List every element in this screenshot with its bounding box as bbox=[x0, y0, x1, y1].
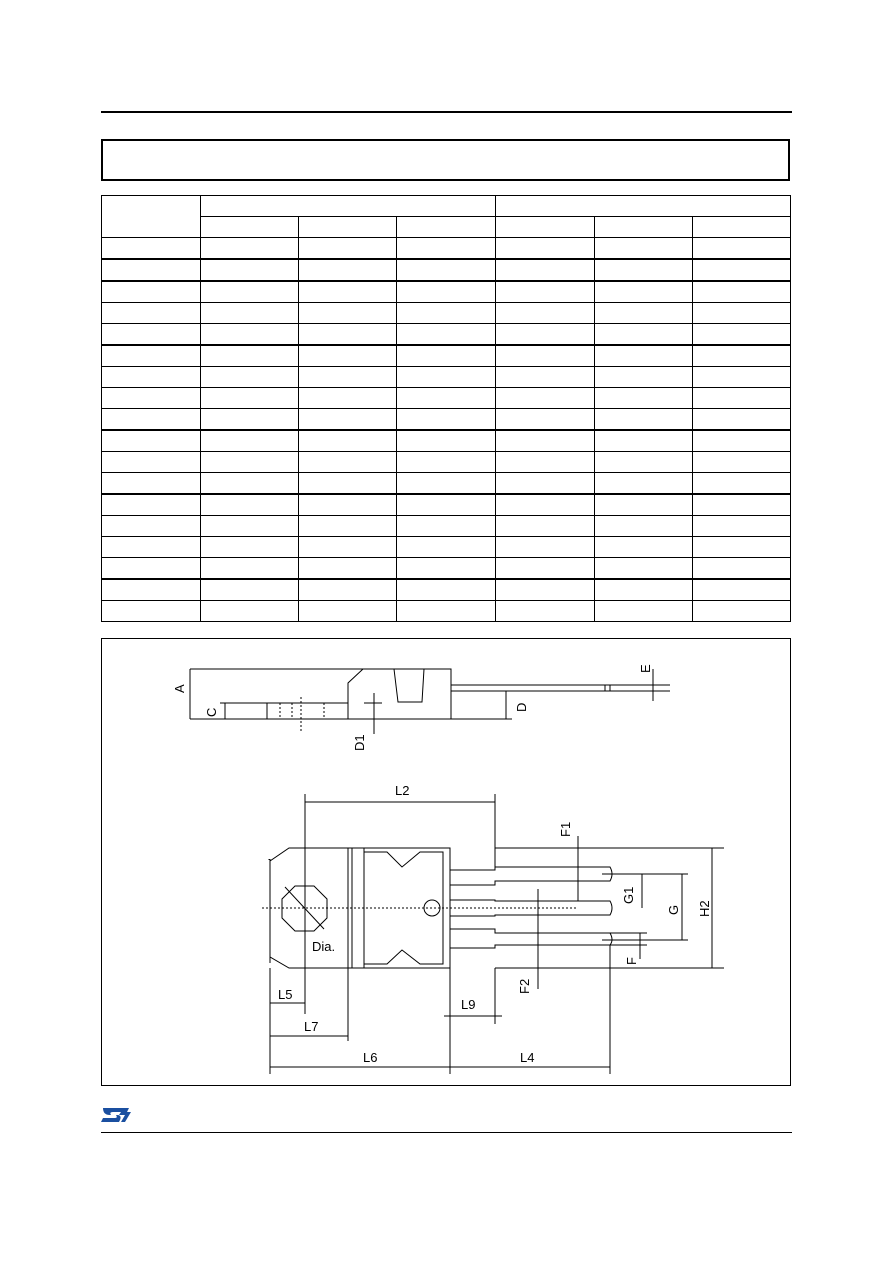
table-cell bbox=[102, 473, 201, 495]
table-subheader bbox=[397, 217, 495, 238]
table-cell bbox=[102, 367, 201, 388]
table-cell bbox=[692, 259, 790, 281]
table-cell bbox=[397, 558, 495, 580]
table-cell bbox=[594, 430, 692, 452]
table-cell bbox=[495, 388, 594, 409]
table-cell bbox=[397, 601, 495, 622]
table-row bbox=[102, 537, 791, 558]
table-cell bbox=[201, 345, 299, 367]
side-view-body bbox=[348, 669, 451, 719]
table-cell bbox=[201, 558, 299, 580]
table-cell bbox=[102, 601, 201, 622]
table-subheader bbox=[692, 217, 790, 238]
table-row bbox=[102, 409, 791, 431]
side-view-tab bbox=[267, 703, 348, 719]
table-cell bbox=[299, 516, 397, 537]
label-E: E bbox=[638, 664, 653, 673]
table-cell bbox=[299, 452, 397, 473]
label-F2: F2 bbox=[517, 978, 532, 994]
label-L9: L9 bbox=[461, 997, 476, 1012]
table-cell bbox=[201, 579, 299, 601]
label-L4: L4 bbox=[520, 1050, 535, 1065]
table-cell bbox=[201, 430, 299, 452]
lead-1 bbox=[450, 867, 612, 885]
footer-rule bbox=[101, 1132, 792, 1133]
table-cell bbox=[102, 388, 201, 409]
table-cell bbox=[495, 558, 594, 580]
table-cell bbox=[594, 281, 692, 303]
table-cell bbox=[299, 409, 397, 431]
label-G1: G1 bbox=[621, 886, 636, 904]
table-cell bbox=[495, 537, 594, 558]
table-cell bbox=[594, 388, 692, 409]
table-cell bbox=[495, 430, 594, 452]
table-header-group-row bbox=[102, 196, 791, 217]
table-cell bbox=[594, 537, 692, 558]
table-cell bbox=[495, 601, 594, 622]
label-D: D bbox=[514, 702, 529, 712]
table-cell bbox=[495, 494, 594, 516]
table-cell bbox=[102, 516, 201, 537]
label-Dia: Dia. bbox=[312, 939, 336, 954]
table-cell bbox=[201, 409, 299, 431]
table-cell bbox=[692, 452, 790, 473]
table-cell bbox=[299, 601, 397, 622]
table-cell bbox=[102, 324, 201, 346]
table-cell bbox=[692, 558, 790, 580]
label-L2: L2 bbox=[395, 783, 410, 798]
table-cell bbox=[201, 281, 299, 303]
table-row bbox=[102, 259, 791, 281]
label-L5: L5 bbox=[278, 987, 293, 1002]
table-cell bbox=[397, 430, 495, 452]
table-cell bbox=[201, 516, 299, 537]
table-cell bbox=[397, 303, 495, 324]
table-cell bbox=[594, 473, 692, 495]
table-cell bbox=[594, 452, 692, 473]
dimension-table bbox=[101, 195, 791, 622]
table-cell bbox=[201, 388, 299, 409]
table-cell bbox=[692, 367, 790, 388]
table-cell bbox=[102, 430, 201, 452]
header-rule bbox=[101, 111, 792, 113]
table-cell bbox=[594, 579, 692, 601]
table-row bbox=[102, 601, 791, 622]
table-row bbox=[102, 494, 791, 516]
table-cell bbox=[594, 303, 692, 324]
table-cell bbox=[397, 452, 495, 473]
table-cell bbox=[201, 601, 299, 622]
table-cell bbox=[692, 409, 790, 431]
label-H2: H2 bbox=[697, 900, 712, 917]
table-row bbox=[102, 430, 791, 452]
table-cell bbox=[692, 601, 790, 622]
table-row bbox=[102, 579, 791, 601]
table-cell bbox=[594, 494, 692, 516]
table-cell bbox=[201, 367, 299, 388]
label-D1: D1 bbox=[352, 734, 367, 751]
table-cell bbox=[594, 601, 692, 622]
table-row bbox=[102, 324, 791, 346]
table-cell bbox=[102, 281, 201, 303]
table-cell bbox=[299, 259, 397, 281]
table-cell bbox=[397, 345, 495, 367]
table-cell bbox=[397, 259, 495, 281]
title-box bbox=[101, 139, 790, 181]
label-A: A bbox=[172, 684, 187, 693]
table-cell bbox=[201, 303, 299, 324]
table-cell bbox=[594, 558, 692, 580]
table-row bbox=[102, 558, 791, 580]
table-cell bbox=[397, 494, 495, 516]
table-cell bbox=[397, 537, 495, 558]
table-cell bbox=[201, 494, 299, 516]
table-cell bbox=[495, 452, 594, 473]
table-cell bbox=[495, 324, 594, 346]
table-cell bbox=[692, 281, 790, 303]
table-cell bbox=[397, 516, 495, 537]
table-cell bbox=[495, 516, 594, 537]
table-cell bbox=[102, 579, 201, 601]
table-row bbox=[102, 345, 791, 367]
table-cell bbox=[102, 345, 201, 367]
table-cell bbox=[495, 281, 594, 303]
table-header-group bbox=[495, 196, 790, 217]
table-subheader bbox=[495, 217, 594, 238]
label-F: F bbox=[624, 957, 639, 965]
table-cell bbox=[495, 473, 594, 495]
label-G: G bbox=[666, 904, 681, 915]
table-cell bbox=[692, 388, 790, 409]
table-cell bbox=[397, 409, 495, 431]
table-cell bbox=[299, 388, 397, 409]
table-cell bbox=[102, 452, 201, 473]
table-cell bbox=[299, 537, 397, 558]
table-cell bbox=[594, 238, 692, 260]
st-logo-icon bbox=[99, 1104, 135, 1126]
table-cell bbox=[692, 430, 790, 452]
table-row bbox=[102, 238, 791, 260]
table-cell bbox=[692, 238, 790, 260]
table-subheader bbox=[594, 217, 692, 238]
table-cell bbox=[299, 324, 397, 346]
table-cell bbox=[201, 537, 299, 558]
table-cell bbox=[299, 494, 397, 516]
table-cell bbox=[692, 579, 790, 601]
table-cell bbox=[692, 494, 790, 516]
table-cell bbox=[397, 388, 495, 409]
table-cell bbox=[102, 537, 201, 558]
label-C: C bbox=[204, 707, 219, 717]
table-cell bbox=[495, 409, 594, 431]
table-cell bbox=[495, 367, 594, 388]
table-row bbox=[102, 367, 791, 388]
table-row bbox=[102, 281, 791, 303]
table-cell bbox=[397, 238, 495, 260]
table-cell bbox=[692, 516, 790, 537]
table-cell bbox=[299, 345, 397, 367]
table-cell bbox=[299, 579, 397, 601]
table-cell bbox=[102, 494, 201, 516]
table-row bbox=[102, 452, 791, 473]
table-header-dim bbox=[102, 196, 201, 238]
table-cell bbox=[299, 238, 397, 260]
table-subheader bbox=[299, 217, 397, 238]
table-cell bbox=[201, 452, 299, 473]
table-cell bbox=[299, 281, 397, 303]
table-row bbox=[102, 516, 791, 537]
table-cell bbox=[495, 345, 594, 367]
package-drawing-svg bbox=[102, 639, 792, 1087]
table-cell bbox=[299, 430, 397, 452]
table-cell bbox=[495, 238, 594, 260]
table-cell bbox=[201, 473, 299, 495]
table-cell bbox=[397, 579, 495, 601]
table-cell bbox=[201, 324, 299, 346]
table-cell bbox=[594, 367, 692, 388]
table-cell bbox=[299, 367, 397, 388]
table-header-group bbox=[201, 196, 495, 217]
table-cell bbox=[102, 303, 201, 324]
table-cell bbox=[692, 303, 790, 324]
table-cell bbox=[397, 473, 495, 495]
table-cell bbox=[102, 238, 201, 260]
lead-3 bbox=[450, 929, 612, 948]
table-cell bbox=[594, 324, 692, 346]
table-cell bbox=[594, 259, 692, 281]
table-cell bbox=[102, 409, 201, 431]
table-cell bbox=[495, 579, 594, 601]
label-F1: F1 bbox=[558, 821, 573, 837]
table-cell bbox=[299, 473, 397, 495]
table-subheader-row bbox=[102, 217, 791, 238]
side-view-lead bbox=[451, 685, 610, 691]
label-L7: L7 bbox=[304, 1019, 319, 1034]
table-cell bbox=[594, 516, 692, 537]
table-cell bbox=[299, 303, 397, 324]
table-cell bbox=[692, 473, 790, 495]
table-cell bbox=[397, 281, 495, 303]
table-cell bbox=[397, 324, 495, 346]
table-subheader bbox=[201, 217, 299, 238]
table-cell bbox=[594, 345, 692, 367]
table-row bbox=[102, 303, 791, 324]
table-row bbox=[102, 388, 791, 409]
table-cell bbox=[594, 409, 692, 431]
table-cell bbox=[495, 303, 594, 324]
table-cell bbox=[201, 238, 299, 260]
table-row bbox=[102, 473, 791, 495]
table-cell bbox=[201, 259, 299, 281]
package-outline-drawing bbox=[101, 638, 791, 1086]
table-cell bbox=[397, 367, 495, 388]
label-L6: L6 bbox=[363, 1050, 378, 1065]
table-cell bbox=[102, 259, 201, 281]
table-cell bbox=[299, 558, 397, 580]
table-cell bbox=[692, 537, 790, 558]
table-cell bbox=[495, 259, 594, 281]
table-cell bbox=[692, 345, 790, 367]
table-cell bbox=[102, 558, 201, 580]
table-cell bbox=[692, 324, 790, 346]
